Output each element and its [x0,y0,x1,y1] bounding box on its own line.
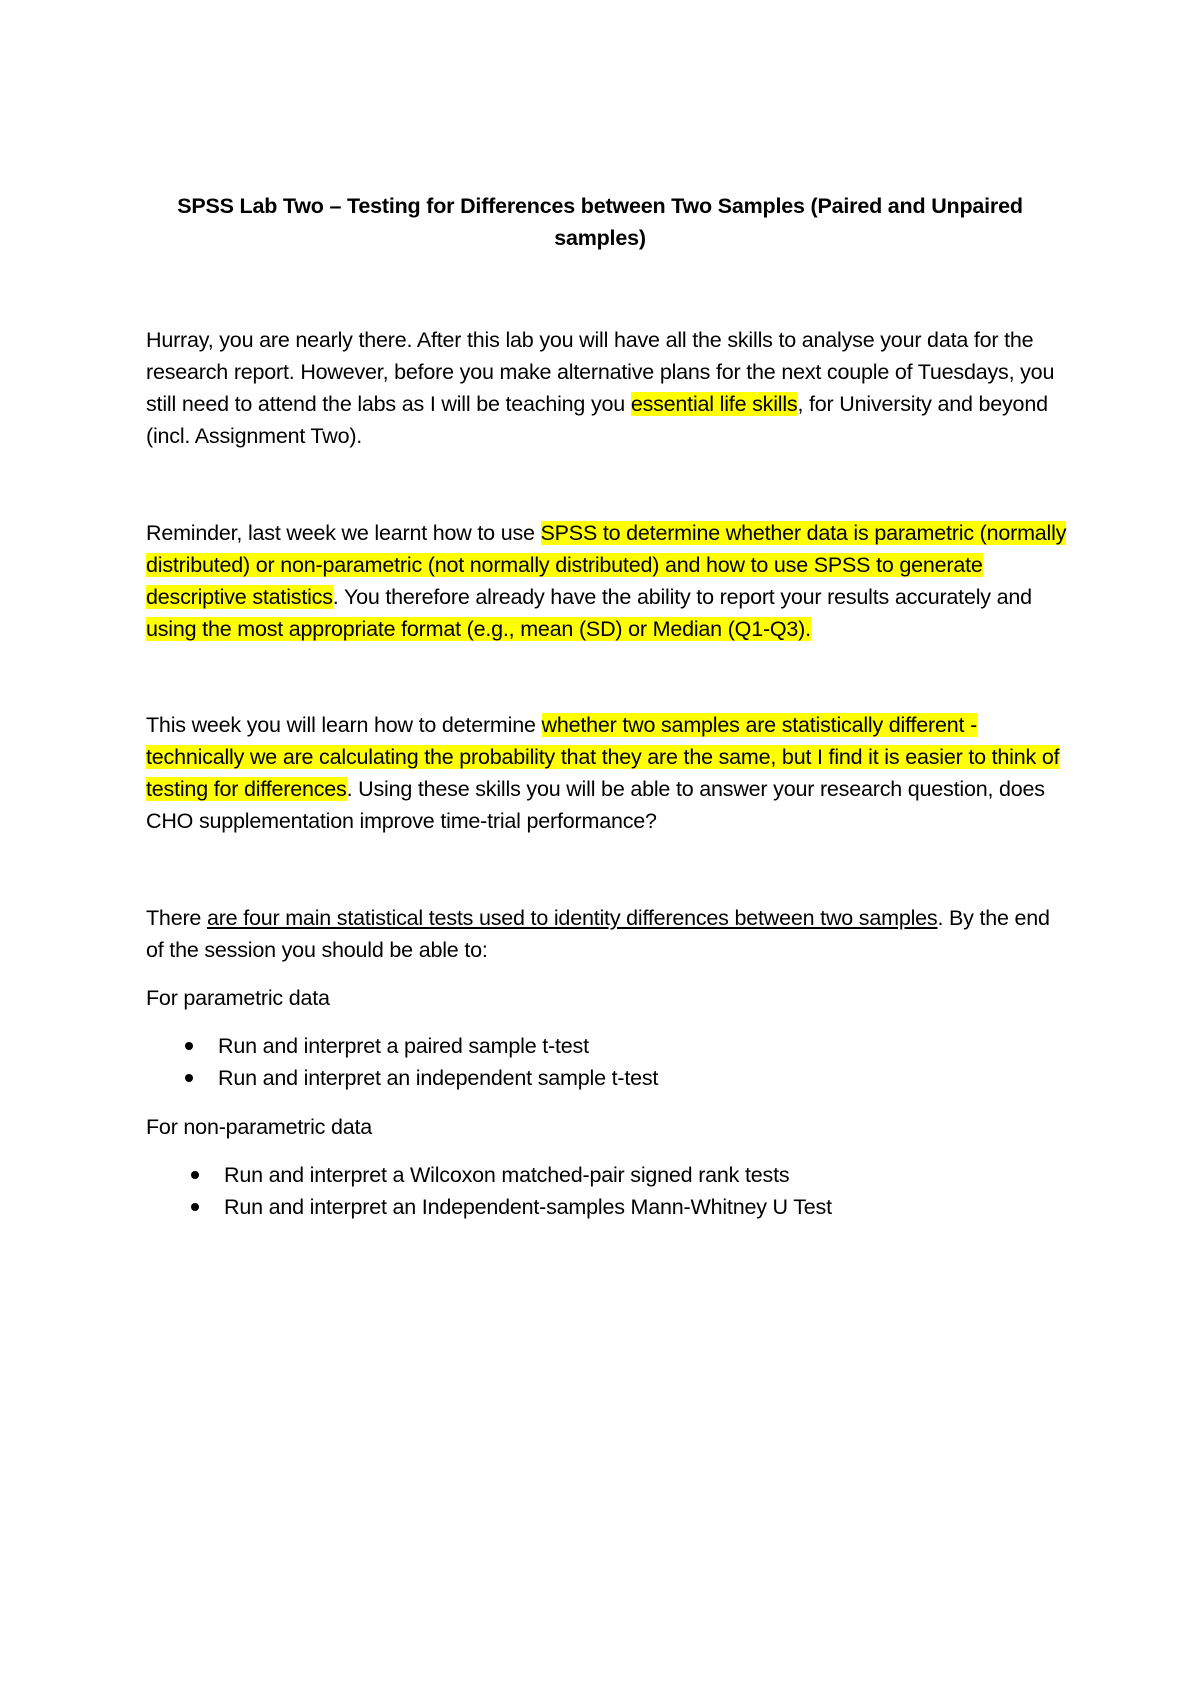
list-item [224,1191,832,1223]
tests-intro-text-after: . By the end of the session you should be able to: [146,906,1050,962]
list-item-text: Run and interpret an independent sample t-test [218,1066,659,1090]
reminder-text-before: Reminder, last week we learnt how to use [146,521,541,545]
tests-intro-text-before: There [146,906,207,930]
list-item [224,1159,832,1191]
this-week-highlight: whether two samples are statistically different - technically we are calculating the probability that they are the same, but I find it is easier to think of testing for differences [146,713,1060,801]
this-week-text-before: This week you will learn how to determine [146,713,542,737]
page-title: SPSS Lab Two – Testing for Differences between Two Samples (Paired and Unpaired samples) [177,194,1023,250]
list-item [218,1030,658,1062]
parametric-label: For parametric data [146,986,330,1010]
bullet-icon [191,1171,199,1179]
nonparametric-list [224,1159,832,1223]
this-week-text-after: . Using these skills you will be able to answer your research question, does CHO supplementation improve time-trial performance? [146,777,1045,833]
tests-intro-underlined: are four main statistical tests used to identity differences between two samples [206,906,938,930]
list-item-text: Run and interpret a paired sample t-test [218,1034,589,1058]
intro-highlight: essential life skills [630,392,798,416]
intro-paragraph [146,324,1068,452]
nonparametric-label: For non-parametric data [146,1115,373,1139]
list-item-text: Run and interpret an Independent-samples Mann-Whitney U Test [224,1195,832,1219]
intro-text-after: , for University and beyond (incl. Assignment Two). [146,392,1048,448]
reminder-paragraph [146,517,1068,645]
tests-intro-paragraph [146,902,1068,966]
list-item [218,1062,658,1094]
reminder-highlight-1: SPSS to determine whether data is parametric (normally distributed) or non-parametric (not normally distributed) and how to use SPSS to generate descriptive statistics [146,521,1067,609]
bullet-icon [185,1074,193,1082]
reminder-text-middle: . You therefore already have the ability to report your results accurately and [332,585,1032,609]
parametric-list [218,1030,658,1094]
bullet-icon [191,1203,199,1211]
this-week-paragraph [146,709,1068,837]
reminder-highlight-2: using the most appropriate format (e.g., mean (SD) or Median (Q1-Q3). [146,617,811,641]
bullet-icon [185,1042,193,1050]
list-item-text: Run and interpret a Wilcoxon matched-pair signed rank tests [224,1163,790,1187]
intro-text-before: Hurray, you are nearly there. After this lab you will have all the skills to analyse your data for the research report. However, before you make alternative plans for the next couple of Tuesdays, you still need to attend the labs as I will be teaching you [146,328,1055,416]
